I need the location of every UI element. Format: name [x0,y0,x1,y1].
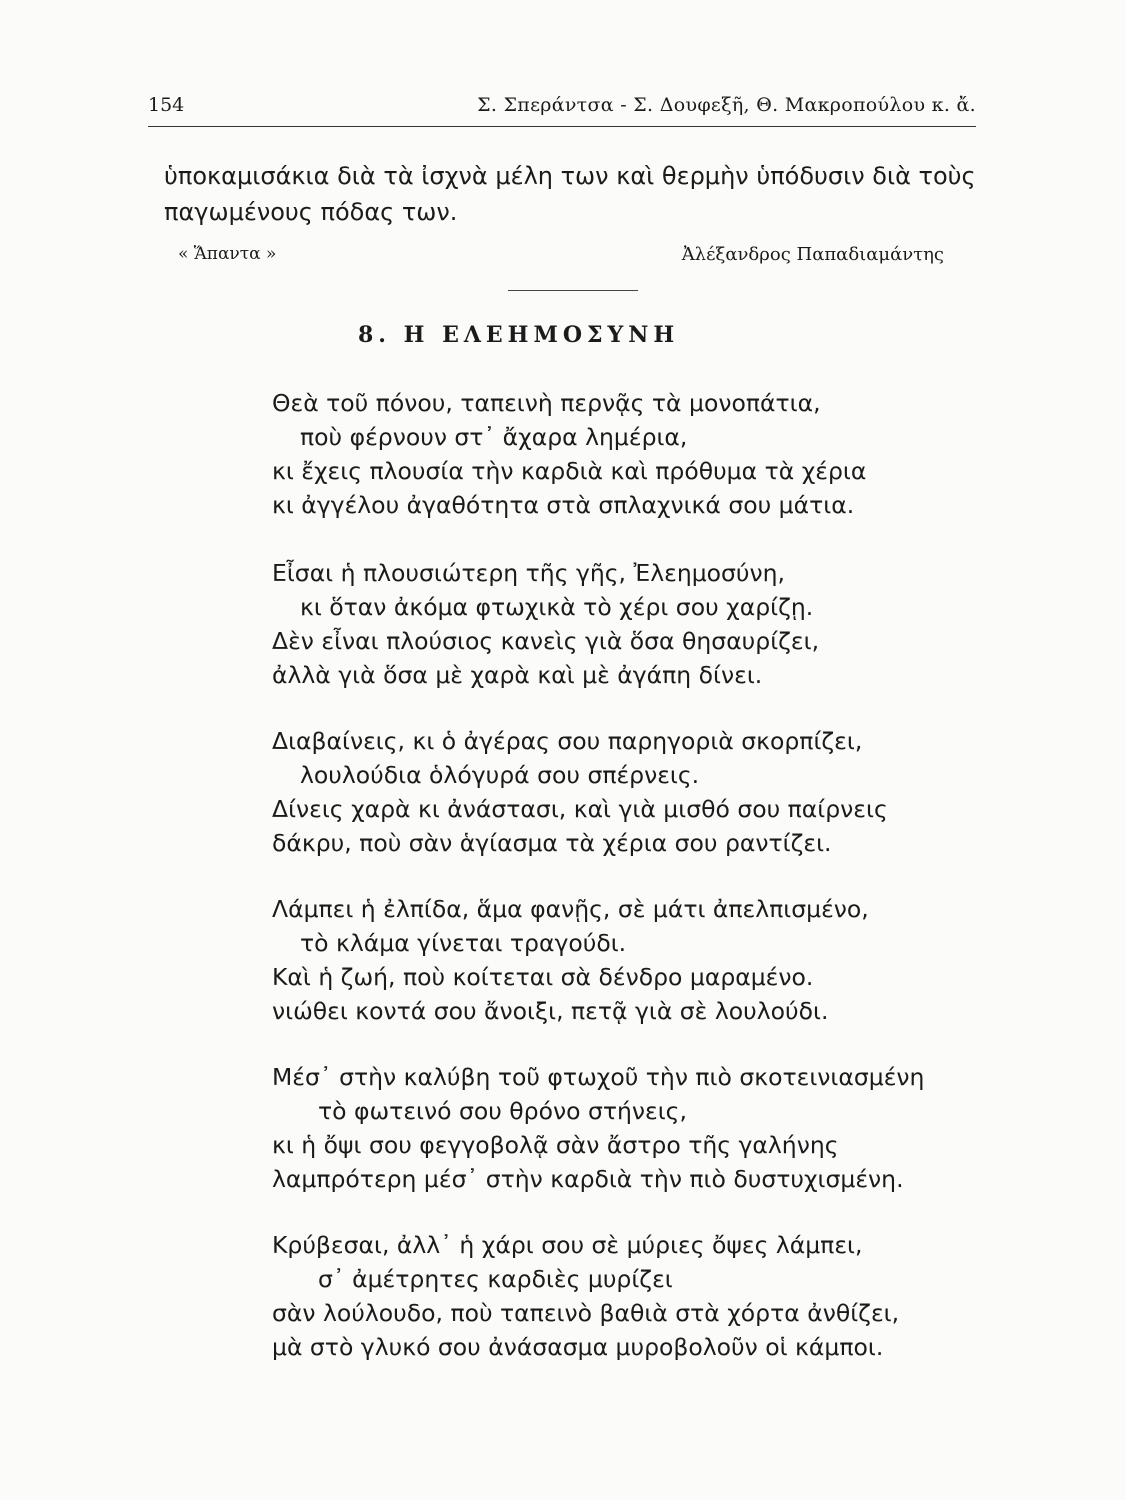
source-attribution: « Ἅπαντα » [178,244,277,264]
poem-line: κι ἔχεις πλουσία τὴν καρδιὰ καὶ πρόθυμα τὰ χέρια [272,457,867,485]
poem-line: Δίνεις χαρὰ κι ἀνάστασι, καὶ γιὰ μισθό σου παίρνεις [272,795,888,823]
prose-line: ὑποκαμισάκια διὰ τὰ ἰσχνὰ μέλη των καὶ θερμὴν ὑπόδυσιν διὰ τοὺς [164,162,976,190]
poem-line: Διαβαίνεις, κι ὁ ἀγέρας σου παρηγοριὰ σκορπίζει, [272,727,863,755]
poem-line: κι ἡ ὄψι σου φεγγοβολᾷ σὰν ἄστρο τῆς γαλήνης [272,1131,839,1159]
poem-line: νιώθει κοντά σου ἄνοιξι, πετᾷ γιὰ σὲ λουλούδι. [272,997,829,1025]
poem-line: σὰν λούλουδο, ποὺ ταπεινὸ βαθιὰ στὰ χόρτα ἀνθίζει, [272,1299,900,1327]
poem-line: ποὺ φέρνουν στ᾽ ἄχαρα λημέρια, [300,423,688,451]
poem-line: Θεὰ τοῦ πόνου, ταπεινὴ περνᾷς τὰ μονοπάτια, [272,389,821,417]
running-head: Σ. Σπεράντσα - Σ. Δουφεξῆ, Θ. Μακροπούλου κ. ἄ. [477,94,976,116]
poem-line: κι ὅταν ἀκόμα φτωχικὰ τὸ χέρι σου χαρίζῃ. [300,593,814,621]
poem-line: τὸ κλάμα γίνεται τραγούδι. [300,929,627,957]
poem-line: Κρύβεσαι, ἀλλ᾽ ἡ χάρι σου σὲ μύριες ὄψες λάμπει, [272,1231,863,1259]
page-header [148,92,976,127]
poem-line: λαμπρότερη μέσ᾽ στὴν καρδιὰ τὴν πιὸ δυστυχισμένη. [272,1165,904,1193]
poem-line: Μέσ᾽ στὴν καλύβη τοῦ φτωχοῦ τὴν πιὸ σκοτεινιασμένη [272,1063,925,1091]
poem-line: Λάμπει ἡ ἐλπίδα, ἅμα φανῇς, σὲ μάτι ἀπελπισμένο, [272,895,869,923]
poem-line: Εἶσαι ἡ πλουσιώτερη τῆς γῆς, Ἐλεημοσύνη, [272,559,786,587]
poem-line: κι ἀγγέλου ἀγαθότητα στὰ σπλαχνικά σου μάτια. [272,491,855,519]
poem-line: μὰ στὸ γλυκό σου ἀνάσασμα μυροβολοῦν οἱ κάμποι. [272,1333,884,1361]
poem-line: ἀλλὰ γιὰ ὅσα μὲ χαρὰ καὶ μὲ ἀγάπη δίνει. [272,661,763,689]
page-number: 154 [148,94,185,116]
poem-line: Δὲν εἶναι πλούσιος κανεὶς γιὰ ὅσα θησαυρίζει, [272,627,820,655]
poem-line: σ᾽ ἀμέτρητες καρδιὲς μυρίζει [318,1265,673,1293]
section-divider [508,290,638,291]
poem-title: 8. Η ΕΛΕΗΜΟΣΥΝΗ [358,322,680,348]
prose-line: παγωμένους πόδας των. [164,198,458,226]
poem-line: δάκρυ, ποὺ σὰν ἁγίασμα τὰ χέρια σου ραντίζει. [272,829,832,857]
author-attribution: Ἀλέξανδρος Παπαδιαμάντης [681,244,944,265]
poem-line: λουλούδια ὁλόγυρά σου σπέρνεις. [300,761,700,789]
poem-line: Καὶ ἡ ζωή, ποὺ κοίτεται σὰ δένδρο μαραμένο. [272,963,814,991]
poem-line: τὸ φωτεινό σου θρόνο στήνεις, [318,1097,687,1125]
